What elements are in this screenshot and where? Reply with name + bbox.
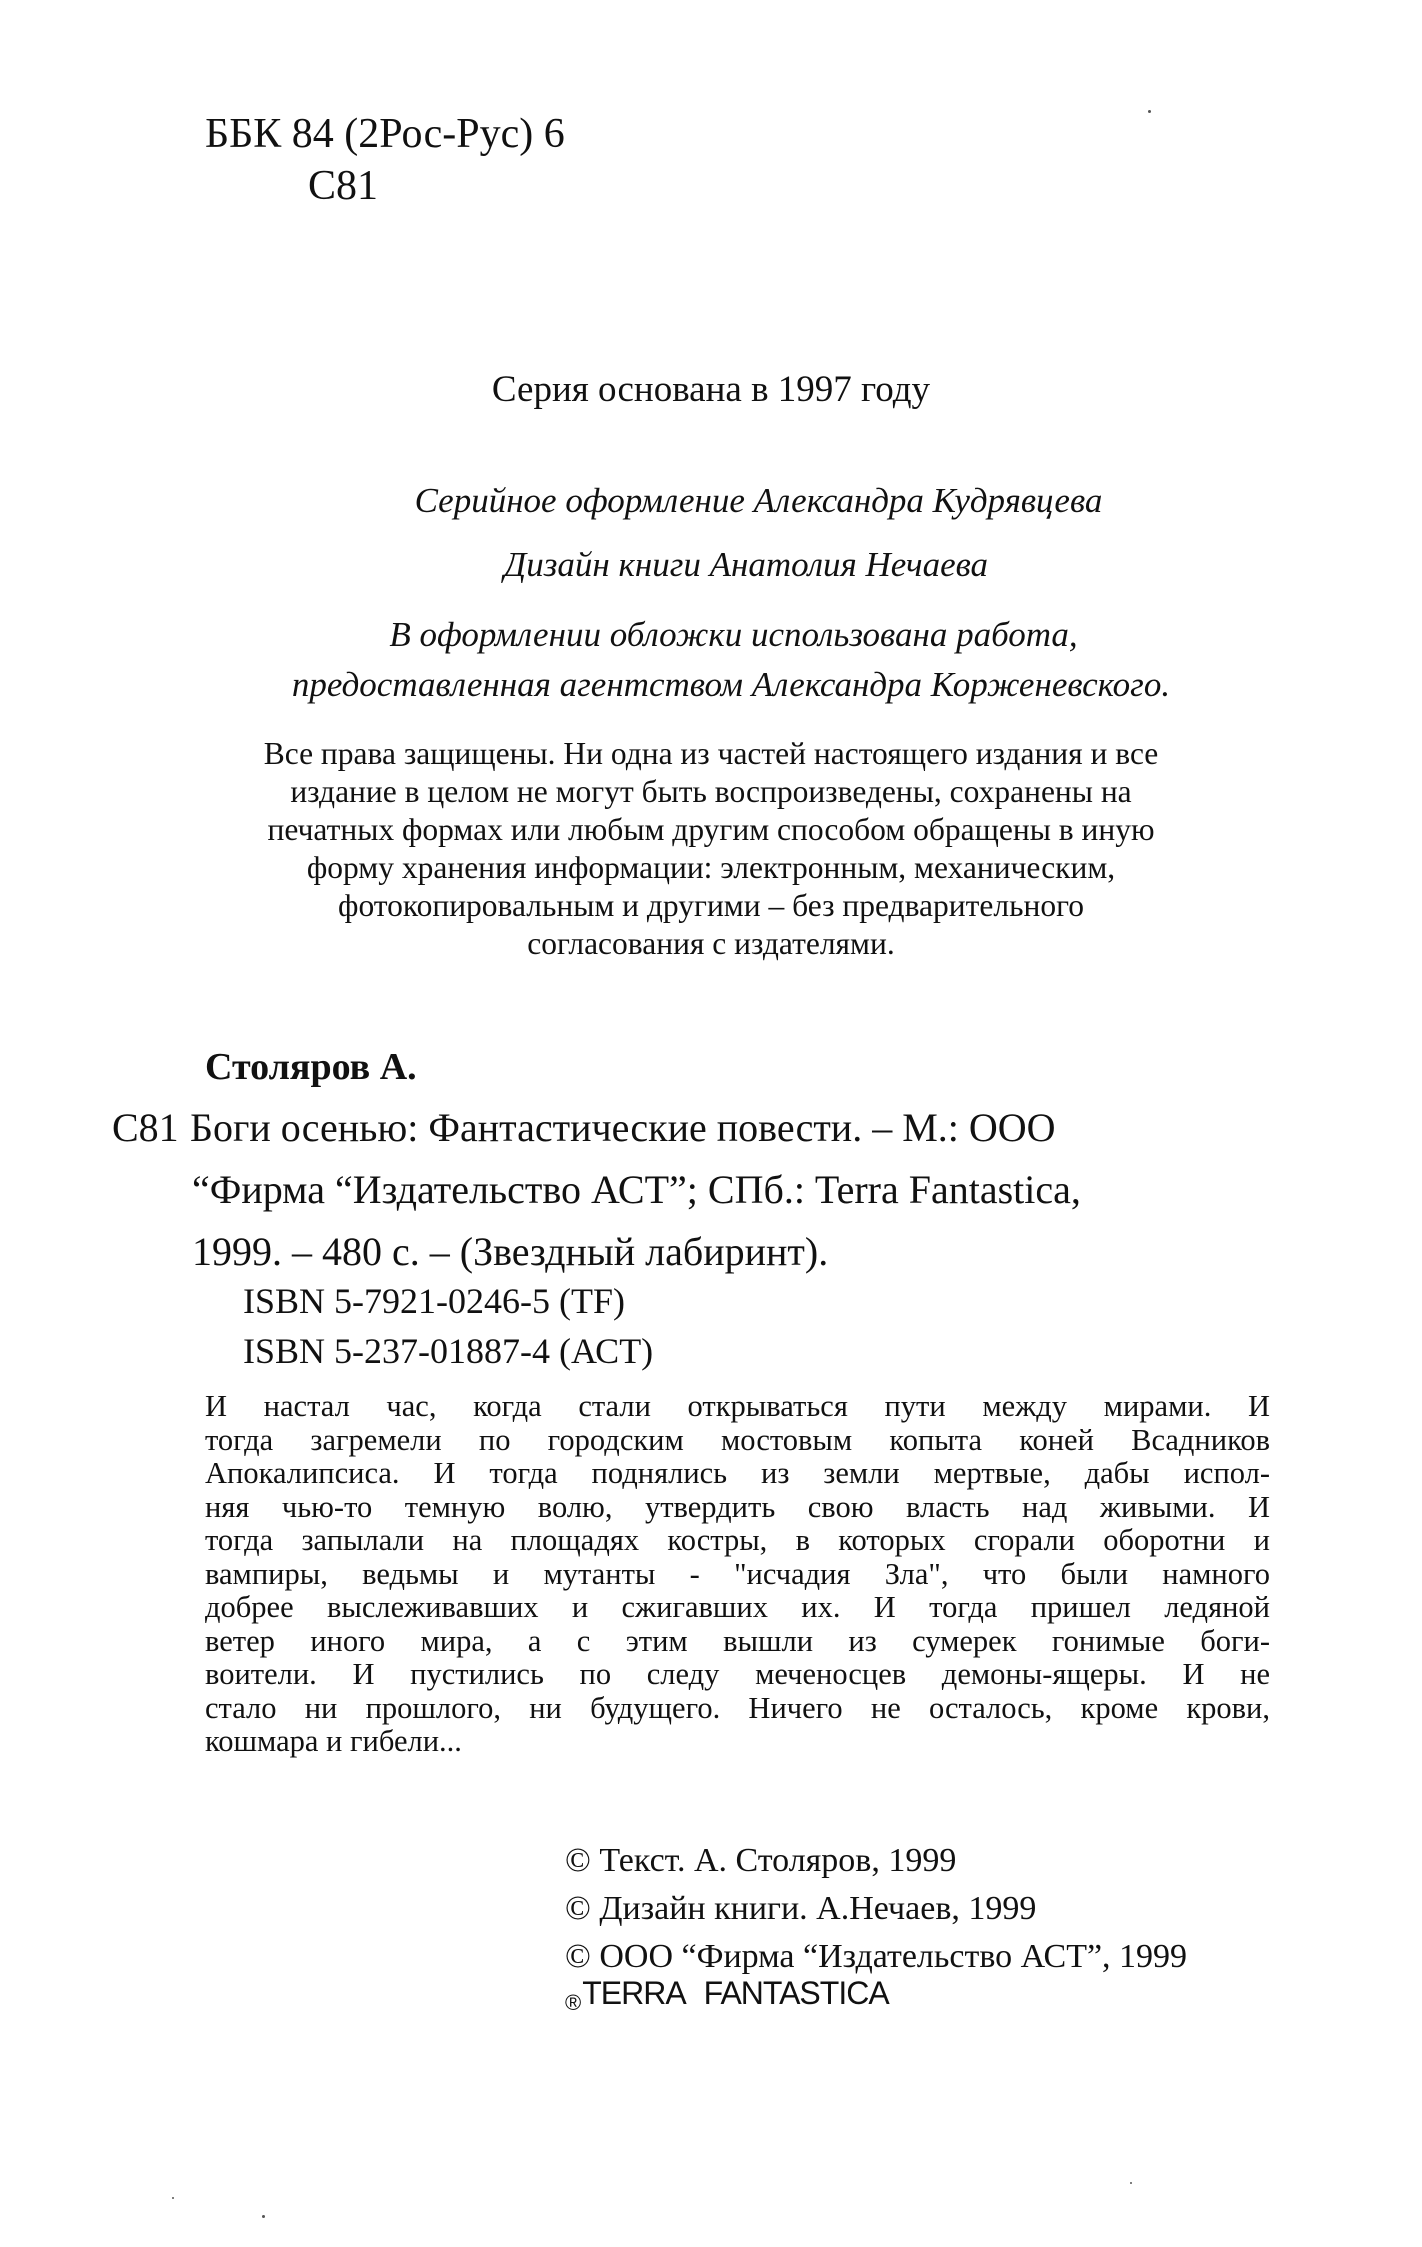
catalog-code: С81 bbox=[112, 1105, 179, 1150]
rights-line: Все права защищены. Ни одна из частей настоящего издания и все bbox=[263, 736, 1159, 771]
rights-line: согласования с издателями. bbox=[527, 926, 895, 961]
rights-line: фотокопировальным и другими – без предварительного bbox=[338, 888, 1084, 923]
annotation-line: стало ни прошлого, ни будущего. Ничего не осталось, кроме крови, bbox=[205, 1690, 1270, 1725]
annotation-line: няя чью-то темную волю, утвердить свою власть над живыми. И bbox=[205, 1489, 1270, 1524]
catalog-entry bbox=[112, 1097, 1081, 1283]
logo-word-terra: TERRA bbox=[582, 1975, 686, 2011]
rights-notice bbox=[0, 735, 1422, 963]
registered-mark-icon: ® bbox=[565, 1990, 581, 2015]
annotation-line: добрее выслеживавших и сжигавших их. И тогда пришел ледяной bbox=[205, 1590, 1270, 1624]
scan-speck bbox=[262, 2215, 265, 2218]
cover-credit-line2: предоставленная агентством Александра Корженевского. bbox=[291, 665, 1171, 704]
annotation-line: тогда загремели по городским мостовым копыта коней Всадников bbox=[205, 1422, 1270, 1457]
series-note: Серия основана в 1997 году bbox=[491, 369, 931, 410]
book-design-credit: Дизайн книги Анатолия Нечаева bbox=[503, 545, 989, 584]
annotation-line: тогда запылали на площадях костры, в которых сгорали оборотни и bbox=[205, 1523, 1270, 1557]
annotation-line: вампиры, ведьмы и мутанты - "исчадия Зла", что были намного bbox=[205, 1556, 1270, 1591]
scan-speck bbox=[172, 2197, 174, 2199]
bbk-code: ББК 84 (2Рос-Рус) 6 bbox=[205, 111, 565, 157]
scan-speck bbox=[1130, 2182, 1132, 2184]
copyright-design: © Дизайн книги. А.Нечаев, 1999 bbox=[565, 1890, 1037, 1927]
isbn-ast: ISBN 5-237-01887-4 (АСТ) bbox=[243, 1331, 654, 1371]
bbk-classification bbox=[205, 108, 565, 212]
annotation-line: воители. И пустились по следу меченосцев демоны-ящеры. И не bbox=[205, 1657, 1270, 1691]
rights-line: форму хранения информации: электронным, механическим, bbox=[306, 850, 1116, 885]
series-design-credit: Серийное оформление Александра Кудрявцева bbox=[414, 481, 1103, 520]
annotation bbox=[205, 1390, 1270, 1759]
rights-line: печатных формах или любым другим способом обращены в иную bbox=[267, 812, 1155, 847]
catalog-publisher-line: “Фирма “Издательство АСТ”; СПб.: Terra Fantastica, bbox=[192, 1167, 1081, 1212]
copyright-text: © Текст. А. Столяров, 1999 bbox=[565, 1842, 957, 1879]
isbn-tf: ISBN 5-7921-0246-5 (TF) bbox=[243, 1281, 625, 1321]
annotation-line: ветер иного мира, а с этим вышли из сумерек гонимые боги- bbox=[205, 1623, 1270, 1658]
rights-line: издание в целом не могут быть воспроизведены, сохранены на bbox=[290, 774, 1132, 809]
catalog-row1 bbox=[112, 1097, 1081, 1159]
author-sign: С81 bbox=[308, 163, 379, 209]
annotation-line: Апокалипсиса. И тогда поднялись из земли мертвые, дабы испол- bbox=[205, 1456, 1270, 1490]
catalog-year-line: 1999. – 480 с. – (Звездный лабиринт). bbox=[192, 1229, 829, 1274]
catalog-author: Столяров А. bbox=[205, 1046, 417, 1088]
scan-speck bbox=[1148, 110, 1151, 113]
annotation-line: И настал час, когда стали открываться пути между мирами. И bbox=[205, 1389, 1270, 1423]
annotation-line: кошмара и гибели... bbox=[205, 1724, 462, 1758]
copyright-publisher: © ООО “Фирма “Издательство АСТ”, 1999 bbox=[565, 1938, 1188, 1975]
terra-fantastica-logo bbox=[565, 1975, 889, 2016]
logo-word-fantastica: FANTASTICA bbox=[703, 1975, 889, 2011]
cover-credit-line1: В оформлении обложки использована работа, bbox=[389, 615, 1078, 654]
catalog-title-line: Боги осенью: Фантастические повести. – М.: ООО bbox=[190, 1105, 1056, 1150]
